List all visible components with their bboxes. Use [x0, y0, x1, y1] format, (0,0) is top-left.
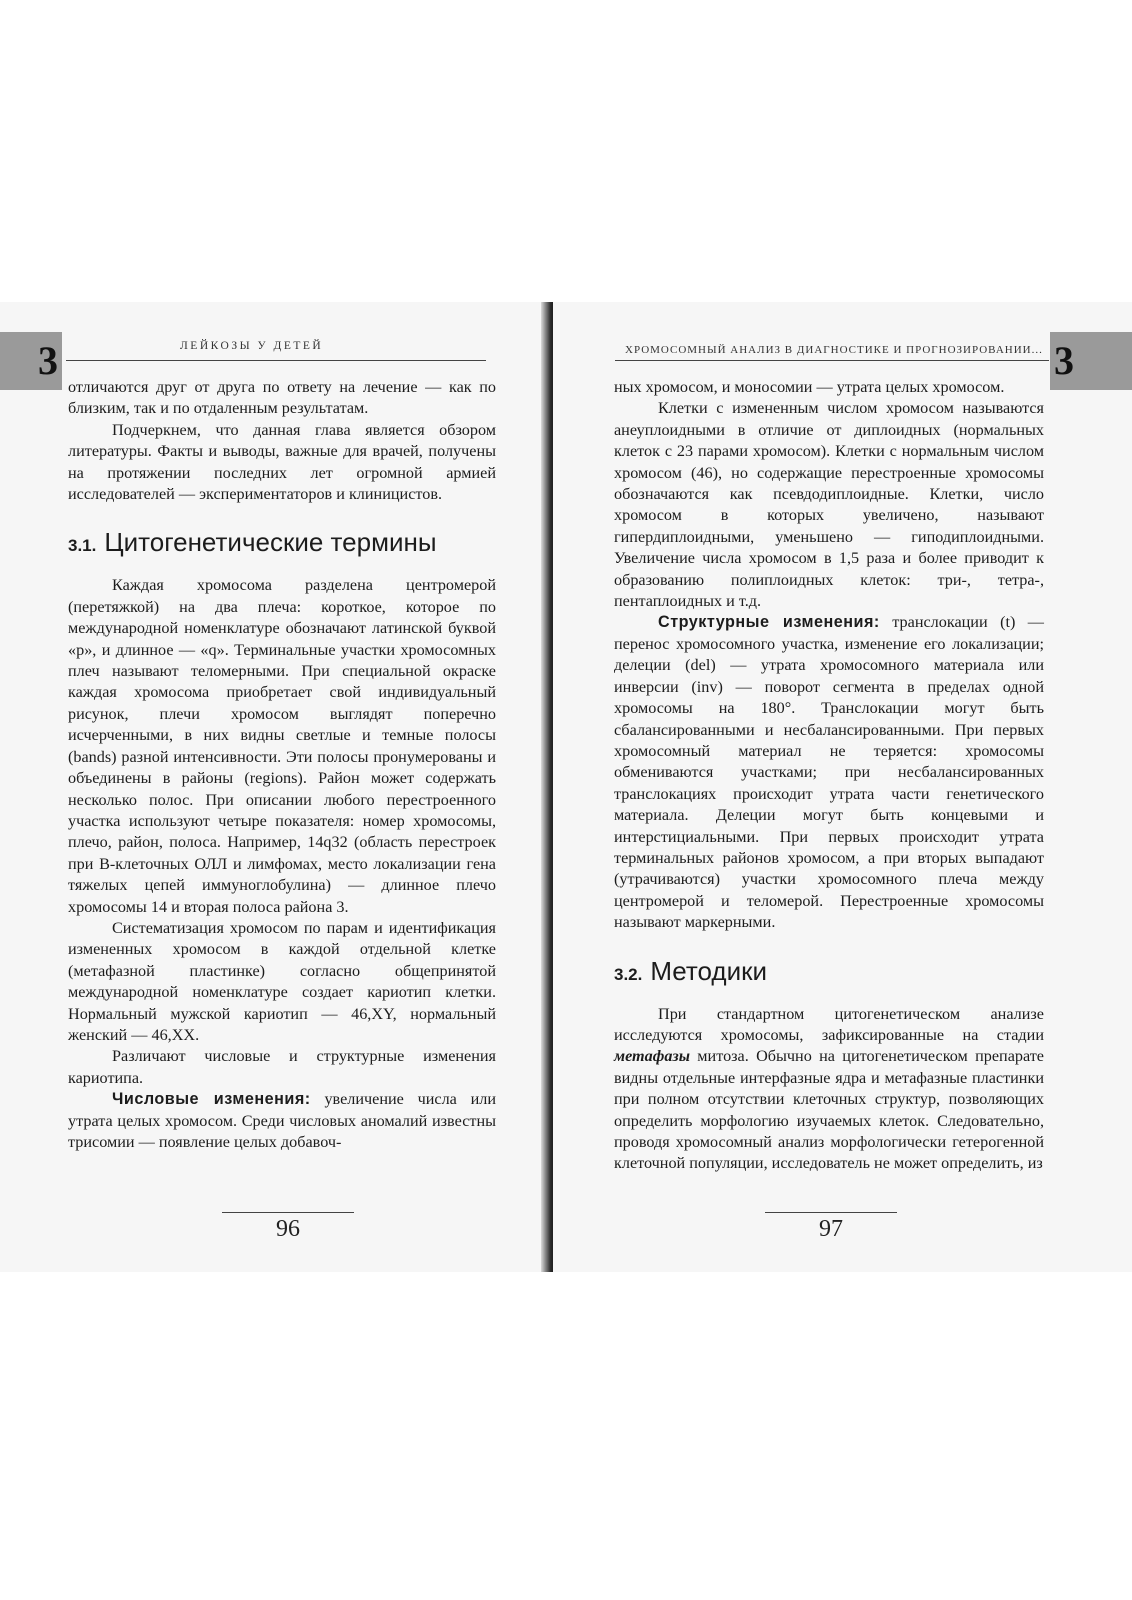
paragraph	[68, 1089, 496, 1153]
section-title: Методики	[650, 955, 768, 986]
section-number: 3.2.	[614, 964, 643, 984]
left-page	[0, 302, 553, 1272]
chapter-tab-right: 3	[1050, 332, 1132, 390]
emphasis: метафазы	[614, 1047, 690, 1066]
paragraph: Подчеркнем, что данная глава является обзором литературы. Факты и выводы, важные для врачей, получены на протяжении последних лет огромной армией исследователей — экспериментаторов и клиницистов.	[68, 420, 496, 504]
term-label: Числовые изменения:	[112, 1090, 311, 1109]
footer-rule-right	[765, 1212, 897, 1213]
right-page	[553, 302, 1132, 1272]
paragraph: Систематизация хромосом по парам и идентификация измененных хромосом в каждой отдельной клетке (метафазной пластинке) согласно общепринятой международной номенклатуре создает кариотип клетки. Нормальный мужской кариотип — 46,XY, нормальный женский — 46,XX.	[68, 918, 496, 1044]
paragraph-text: При стандартном цитогенетическом анализе исследуются хромосомы, зафиксированные на стадии	[614, 1004, 1044, 1044]
term-label: Структурные изменения:	[658, 613, 880, 632]
page-number-left: 96	[276, 1216, 300, 1242]
section-heading-3-1	[68, 527, 496, 561]
paragraph-text: митоза. Обычно на цитогенетическом препарате видны отдельные интерфазные ядра и метафазные пластинки при полном отсутствии клеточных структур, позволяющих определить морфологию изучаемых клеток. Следовательно, проводя хромосомный анализ морфологически гетерогенной клеточной популяции, исследователь не может определить, из	[614, 1047, 1044, 1173]
paragraph-text: увеличение числа или утрата целых хромосом. Среди числовых аномалий известны трисомии — появление целых добавоч-	[68, 1090, 496, 1151]
paragraph	[614, 1004, 1044, 1175]
paragraph: Клетки с измененным числом хромосом называются анеуплоидными в отличие от диплоидных (нормальных клеток с 23 парами хромосом). Клетки с нормальным числом хромосом (46), но содержащие перестроенные хромосомы обозначаются как псевдодиплоидные. Клетки, число хромосом в которых увеличено, называют гипердиплоидными, уменьшено — гиподиплоидными. Увеличение числа хромосом в 1,5 раза и более приводит к образованию полиплоидных клеток: три-, тетра-, пентаплоидных и т.д.	[614, 399, 1044, 611]
running-head-left: ЛЕЙКОЗЫ У ДЕТЕЙ	[180, 340, 324, 352]
section-title: Цитогенетические термины	[104, 527, 437, 558]
section-number: 3.1.	[68, 536, 97, 556]
paragraph	[614, 612, 1044, 933]
chapter-tab-left: 3	[0, 332, 62, 390]
section-heading-3-2	[614, 956, 1044, 990]
footer-rule-left	[222, 1212, 354, 1213]
book-spread	[0, 302, 1132, 1272]
right-body-text	[614, 377, 1044, 1175]
paragraph: ных хромосом, и моносомии — утрата целых хромосом.	[614, 378, 1005, 396]
running-head-right: ХРОМОСОМНЫЙ АНАЛИЗ В ДИАГНОСТИКЕ И ПРОГНОЗИРОВАНИИ...	[625, 344, 1043, 356]
paragraph: отличаются друг от друга по ответу на лечение — как по близким, так и по отдаленным результатам.	[68, 378, 496, 418]
header-rule-right	[615, 360, 1049, 361]
paragraph-text: транслокации (t) — перенос хромосомного участка, изменение его локализации; делеции (del) — утрата хромосомного материала или инверсии (inv) — поворот сегмента в пределах одной хромосомы на 180°. Транслокации могут быть сбалансированными и несбалансированными. При первых хромосомный материал не теряется: хромосомы обмениваются участками; при несбалансированных транслокациях происходит утрата части генетического материала. Делеции могут быть концевыми и интерстициальными. При первых происходит утрата терминальных районов хромосом, а при вторых выпадают (утрачиваются) участки хромосомного плеча между центромерой и теломерой. Перестроенные хромосомы называют маркерными.	[614, 613, 1044, 932]
left-body-text	[68, 377, 496, 1153]
page-number-right: 97	[819, 1216, 843, 1242]
paragraph: Каждая хромосома разделена центромерой (перетяжкой) на два плеча: короткое, которое по международной номенклатуре обозначают латинской буквой «p», и длинное — «q». Терминальные участки хромосомных плеч называют теломерными. При специальной окраске каждая хромосома приобретает свой индивидуальный рисунок, плечи хромосом выглядят поперечно исчерченными, в них видны светлые и темные полосы (bands) разной интенсивности. Эти полосы пронумерованы и объединены в районы (regions). Район может содержать несколько полос. При описании любого перестроенного участка используют четыре показателя: номер хромосомы, плечо, район, полоса. Например, 14q32 (область перестроек при В-клеточных ОЛЛ и лимфомах, место локализации гена тяжелых цепей иммуноглобулина) — длинное плечо хромосомы 14 и вторая полоса района 3.	[68, 576, 496, 916]
header-rule-left	[66, 360, 486, 361]
paragraph: Различают числовые и структурные изменения кариотипа.	[68, 1047, 496, 1087]
